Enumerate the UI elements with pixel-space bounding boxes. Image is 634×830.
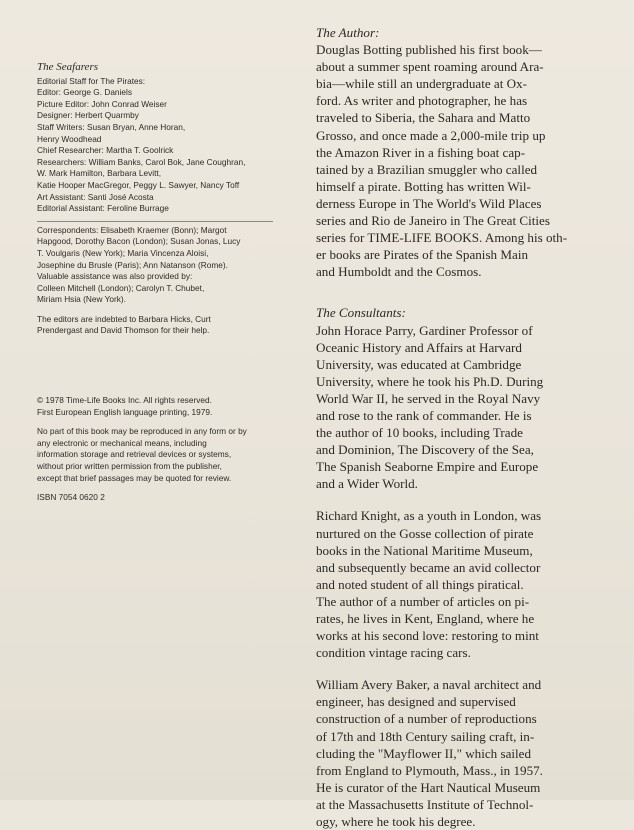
parry-line: University, where he took his Ph.D. During xyxy=(316,373,544,389)
author-line: about a summer spent roaming around Ara- xyxy=(316,59,544,75)
author-line: Grosso, and once made a 2,000-mile trip up xyxy=(316,127,546,143)
correspondents-line: Miriam Hsia (New York). xyxy=(37,294,126,305)
series-title: The Seafarers xyxy=(37,61,99,73)
baker-line: from England to Plymouth, Mass., in 1957. xyxy=(316,762,543,778)
rights-line: except that brief passages may be quoted for review. xyxy=(37,472,232,483)
correspondents-line: Correspondents: Elisabeth Kraemer (Bonn); Margot xyxy=(37,224,227,235)
knight-line: and noted student of all things piratical. xyxy=(316,576,524,592)
knight-line: works at his second love: restoring to mint xyxy=(316,628,539,644)
parry-line: the author of 10 books, including Trade xyxy=(316,425,523,441)
correspondents-line: Colleen Mitchell (London); Carolyn T. Chubet, xyxy=(37,282,205,293)
baker-line: ogy, where he took his degree. xyxy=(316,814,476,830)
consultants-heading: The Consultants: xyxy=(316,305,406,321)
rights-line: information storage and retrieval devices or systems, xyxy=(37,449,232,460)
staff-line: Chief Researcher: Martha T. Goolrick xyxy=(37,145,174,156)
knight-line: The author of a number of articles on pi- xyxy=(316,593,530,609)
copyright-line: First European English language printing, 1979. xyxy=(37,406,213,417)
baker-line: He is curator of the Hart Nautical Museum xyxy=(316,779,541,795)
bio-column xyxy=(316,24,616,830)
correspondents-line: Josephine du Brusle (Paris); Ann Natanson (Rome). xyxy=(37,259,228,270)
staff-line: Art Assistant: Santi José Acosta xyxy=(37,191,154,202)
staff-line: Editor: George G. Daniels xyxy=(37,87,132,98)
baker-bio xyxy=(316,676,616,830)
staff-line: Editorial Staff for The Pirates: xyxy=(37,75,146,86)
correspondents-block xyxy=(37,225,277,306)
correspondents-line: Valuable assistance was also provided by: xyxy=(37,271,193,282)
author-line: er books are Pirates of the Spanish Main xyxy=(316,247,528,263)
author-line: series for TIME-LIFE BOOKS. Among his oth- xyxy=(316,230,568,246)
author-line: bia—while still an undergraduate at Ox- xyxy=(316,76,528,92)
author-heading: The Author: xyxy=(316,25,380,40)
thanks-line: Prendergast and David Thomson for their help. xyxy=(37,325,210,336)
staff-line: Staff Writers: Susan Bryan, Anne Horan, xyxy=(37,121,186,132)
credits-column xyxy=(37,62,277,504)
rights-line: without prior written permission from the publisher, xyxy=(37,461,222,472)
copyright-block xyxy=(37,395,277,418)
knight-line: books in the National Maritime Museum, xyxy=(316,542,533,558)
author-bio xyxy=(316,41,616,280)
knight-line: nurtured on the Gosse collection of pirate xyxy=(316,525,534,541)
author-line: derness Europe in The World's Wild Places xyxy=(316,195,542,211)
parry-line: The Spanish Seaborne Empire and Europe xyxy=(316,459,539,475)
knight-bio xyxy=(316,507,616,661)
parry-line: Oceanic History and Affairs at Harvard xyxy=(316,339,522,355)
parry-line: John Horace Parry, Gardiner Professor of xyxy=(316,322,533,338)
isbn: ISBN 7054 0620 2 xyxy=(37,492,105,503)
knight-line: rates, he lives in Kent, England, where he xyxy=(316,611,535,626)
parry-line: and rose to the rank of commander. He is xyxy=(316,407,532,423)
author-line: traveled to Siberia, the Sahara and Matto xyxy=(316,110,531,126)
author-line: ford. As writer and photographer, he has xyxy=(316,93,528,109)
thanks-block xyxy=(37,314,277,337)
correspondents-line: Hapgood, Dorothy Bacon (London); Susan Jonas, Lucy xyxy=(37,236,241,247)
parry-line: World War II, he served in the Royal Navy xyxy=(316,390,541,406)
baker-line: at the Massachusetts Institute of Technol- xyxy=(316,796,534,812)
author-line: tained by a Brazilian smuggler who called xyxy=(316,161,538,177)
knight-line: Richard Knight, as a youth in London, was xyxy=(316,508,542,524)
staff-line: Picture Editor: John Conrad Weiser xyxy=(37,98,167,109)
knight-line: and subsequently became an avid collector xyxy=(316,559,541,575)
author-line: the Amazon River in a fishing boat cap- xyxy=(316,144,526,160)
staff-line: W. Mark Hamilton, Barbara Levitt, xyxy=(37,168,162,179)
staff-line: Editorial Assistant: Feroline Burrage xyxy=(37,203,169,214)
parry-line: and Dominion, The Discovery of the Sea, xyxy=(316,442,534,458)
author-line: Douglas Botting published his first book— xyxy=(316,42,542,58)
correspondents-line: T. Voulgaris (New York); Maria Vincenza Aloisi, xyxy=(37,247,209,258)
rights-line: No part of this book may be reproduced in any form or by xyxy=(37,426,247,437)
staff-line: Henry Woodhead xyxy=(37,133,102,144)
staff-list xyxy=(37,76,277,215)
staff-line: Designer: Herbert Quarmby xyxy=(37,110,139,121)
baker-line: cluding the "Mayflower II," which sailed xyxy=(316,745,532,761)
baker-line: William Avery Baker, a naval architect and xyxy=(316,677,542,693)
parry-bio xyxy=(316,322,616,493)
thanks-line: The editors are indebted to Barbara Hicks, Curt xyxy=(37,313,211,324)
baker-line: of 17th and 18th Century sailing craft, in- xyxy=(316,728,535,744)
baker-line: construction of a number of reproductions xyxy=(316,711,537,727)
staff-line: Researchers: William Banks, Carol Bok, Jane Coughran, xyxy=(37,156,246,167)
copyright-line: © 1978 Time-Life Books Inc. All rights reserved. xyxy=(37,395,212,406)
knight-line: condition vintage racing cars. xyxy=(316,645,471,661)
baker-line: engineer, has designed and supervised xyxy=(316,694,516,710)
parry-line: University, was educated at Cambridge xyxy=(316,356,522,372)
staff-line: Katie Hooper MacGregor, Peggy L. Sawyer, Nancy Toff xyxy=(37,179,240,190)
rights-block xyxy=(37,426,277,484)
rights-line: any electronic or mechanical means, including xyxy=(37,437,207,448)
author-line: himself a pirate. Botting has written Wil- xyxy=(316,178,531,194)
author-line: and Humboldt and the Cosmos. xyxy=(316,264,482,280)
author-line: series and Rio de Janeiro in The Great Cities xyxy=(316,213,550,229)
parry-line: and a Wider World. xyxy=(316,476,418,492)
